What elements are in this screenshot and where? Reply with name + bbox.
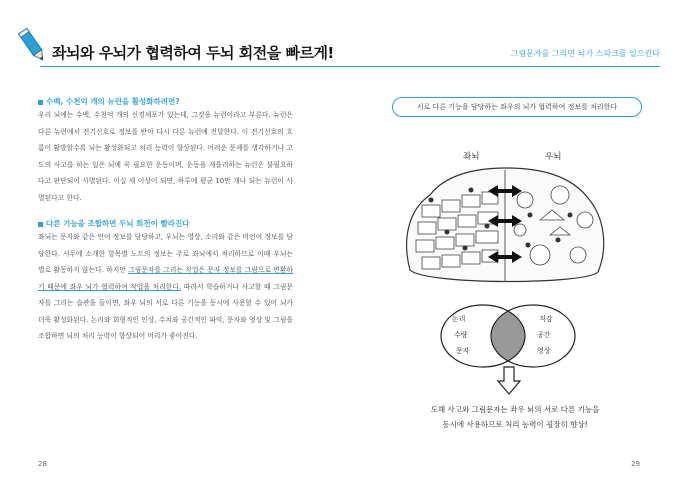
venn-left-item: 수량 [454, 331, 468, 339]
figure-caption-box: 서로 다른 기능을 담당하는 좌우의 뇌가 협력하여 정보를 처리한다 [392, 97, 642, 117]
paragraph-neurons: 우리 뇌에는 수백, 수천억 개의 신경세포가 있는데, 그것을 뉴런이라고 부른다. 뉴런은 다른 뉴런에서 전기신호로 정보를 받아 다시 다른 뉴런에 전달한다. 이 전기신호의 흐름이 활발할수록 뇌는 활성화되고 처리 능력이 향상된다. 어려운 문제를 생각하거나 고도의 사고를 하는 일은 뇌에 꼭 필요한 운동이며, 운동을 게을리하는 뉴런은 불필요하다고 판단되어 사멸된다. 이십 세 이상이 되면, 하루에 평균 10만 개나 되는 뉴런이 사멸된다고 한다. [38, 111, 293, 202]
venn-right-item: 영상 [537, 347, 551, 355]
caption-line: 도해 사고와 그림문자는 좌우 뇌의 서로 다른 기능을 [430, 405, 600, 414]
figure-bottom-caption [410, 402, 620, 432]
page-title: 좌뇌와 우뇌가 협력하여 두뇌 회전을 빠르게! [52, 44, 334, 62]
venn-right-item: 직감 [539, 315, 553, 323]
venn-left-item: 문자 [456, 347, 470, 355]
paragraph-text: 좌뇌는 문자와 같은 언어 정보를 담당하고, 우뇌는 영상, 소리와 같은 비언어 정보를 담당한다. 서두에 소개한 항목별 노트의 정보는 주로 좌뇌에서 처리하므로 이때 우뇌는 별로 활동하지 않는다. 하지만 [38, 233, 293, 274]
header-divider [40, 66, 660, 67]
brain-illustration [400, 160, 610, 290]
bullet-square-icon [38, 222, 43, 227]
paragraph-text: 따라서 학습하거나 사고할 때 그림문자를 그리는 습관을 들이면, 좌우 뇌의 서로 다른 기능을 동시에 사용할 수 있어 뇌가 더욱 활성화된다. 논리와 회형적인 인상, 수치와 공간적인 파악, 문자와 영상 및 그림을 조합하면 뇌의 처리 능력이 향상되어 머리가 좋아진다. [38, 282, 294, 340]
highlighted-text: 그림문자를 그리는 작업은 문자 정보를 그림으로 변환하기 때문에 좌우 뇌가 협력하여 작업을 처리한다. [38, 266, 294, 291]
section-heading-combine [38, 218, 189, 229]
pencil-icon [16, 26, 50, 66]
page-number-right: 29 [631, 460, 640, 468]
chapter-subtitle: 그림문자를 그리면 뇌가 스파크를 일으킨다 [510, 49, 660, 58]
venn-left-item: 논리 [452, 315, 466, 323]
down-arrow-icon [496, 366, 522, 396]
right-brain-label: 우뇌 [545, 152, 562, 162]
bullet-square-icon [38, 100, 43, 105]
section-heading-text: 다른 기능을 조합하면 두뇌 회전이 빨라진다 [46, 219, 190, 228]
page-number-left: 28 [38, 460, 47, 468]
section-heading-text: 수백, 수천억 개의 뉴런을 활성화하려면? [46, 97, 180, 106]
section-heading-neurons [38, 96, 180, 107]
paragraph-combine [38, 229, 293, 345]
venn-right-item: 공간 [537, 331, 551, 339]
left-brain-label: 좌뇌 [463, 152, 480, 162]
caption-line: 동시에 사용하므로 처리 능력이 굉장히 향상! [442, 420, 588, 429]
